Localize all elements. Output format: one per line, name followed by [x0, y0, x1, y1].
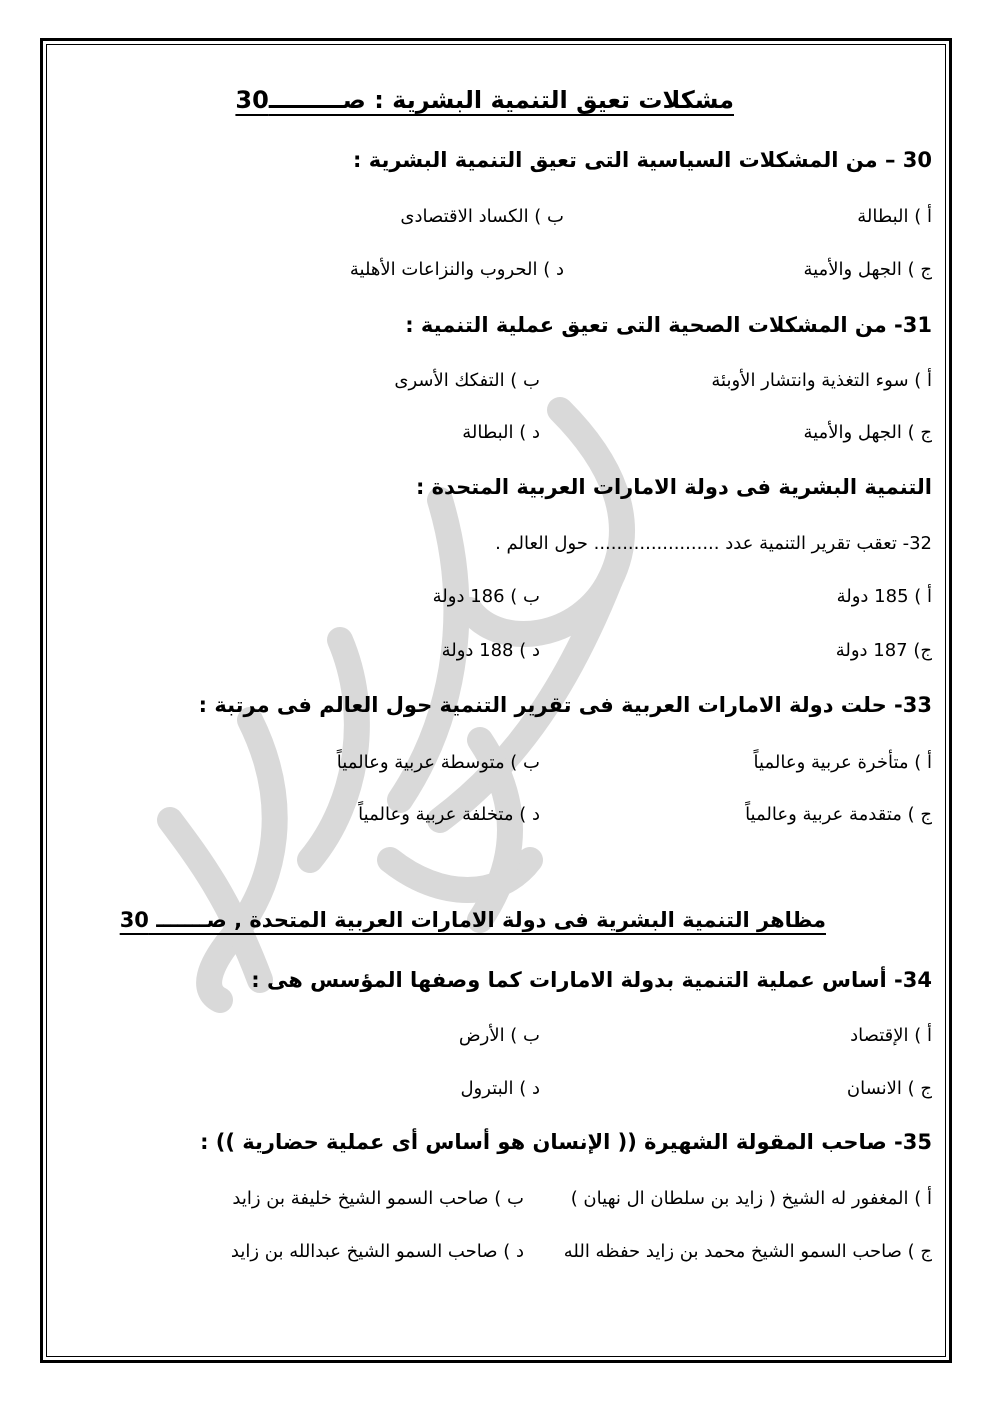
- q32-option-d: د ) 188 دولة: [441, 640, 540, 661]
- q35-option-a: أ ) المغفور له الشيخ ( زايد بن سلطان ال نهيان ): [570, 1188, 932, 1209]
- section-title-problems: مشكلات تعيق التنمية البشرية : صـــــــــ30: [235, 86, 734, 114]
- q31-option-a: أ ) سوء التغذية وانتشار الأوبئة: [711, 370, 932, 391]
- q33-options-row1: [60, 752, 932, 780]
- question-35: 35- صاحب المقولة الشهيرة (( الإنسان هو أساس أى عملية حضارية )) :: [200, 1130, 932, 1154]
- question-32: 32- تعقب تقرير التنمية عدد ...................... حول العالم .: [495, 533, 932, 554]
- question-34: 34- أساس عملية التنمية بدولة الامارات كما وصفها المؤسس هى :: [251, 968, 932, 992]
- question-33: 33- حلت دولة الامارات العربية فى تقرير التنمية حول العالم فى مرتبة :: [198, 693, 932, 717]
- q34-option-c: ج ) الانسان: [846, 1078, 932, 1099]
- question-31: 31- من المشكلات الصحية التى تعيق عملية التنمية :: [405, 313, 932, 337]
- subheading-uae-development: التنمية البشرية فى دولة الامارات العربية المتحدة :: [415, 475, 932, 499]
- q30-option-d: د ) الحروب والنزاعات الأهلية: [349, 259, 564, 280]
- q31-option-b: ب ) التفكك الأسرى: [394, 370, 540, 391]
- q30-options-row2: [60, 259, 932, 287]
- question-30: 30 – من المشكلات السياسية التى تعيق التنمية البشرية :: [353, 148, 932, 172]
- q32-option-b: ب ) 186 دولة: [432, 586, 540, 607]
- q30-options-row1: [60, 206, 932, 234]
- q32-option-a: أ ) 185 دولة: [836, 586, 932, 607]
- q34-options-row2: [60, 1078, 932, 1106]
- q33-option-d: د ) متخلفة عربية وعالمياً: [358, 804, 540, 825]
- q31-option-d: د ) البطالة: [462, 422, 540, 443]
- q33-option-c: ج ) متقدمة عربية وعالمياً: [745, 804, 932, 825]
- q31-options-row1: [60, 370, 932, 398]
- q33-options-row2: [60, 804, 932, 832]
- q31-option-c: ج ) الجهل والأمية: [803, 422, 932, 443]
- q34-option-a: أ ) الإقتصاد: [850, 1025, 932, 1046]
- q35-option-c: ج ) صاحب السمو الشيخ محمد بن زايد حفظه الله: [563, 1241, 932, 1262]
- q32-options-row2: [60, 640, 932, 668]
- q30-option-c: ج ) الجهل والأمية: [803, 259, 932, 280]
- q35-option-b: ب ) صاحب السمو الشيخ خليفة بن زايد: [232, 1188, 524, 1209]
- q35-option-d: د ) صاحب السمو الشيخ عبدالله بن زايد: [230, 1241, 524, 1262]
- q34-option-b: ب ) الأرض: [458, 1025, 540, 1046]
- q31-options-row2: [60, 422, 932, 450]
- q33-option-b: ب ) متوسطة عربية وعالمياً: [336, 752, 540, 773]
- q35-options-row2: [60, 1241, 932, 1269]
- q30-option-a: أ ) البطالة: [857, 206, 932, 227]
- q32-option-c: ج) 187 دولة: [835, 640, 932, 661]
- q35-options-row1: [60, 1188, 932, 1216]
- q34-option-d: د ) البترول: [460, 1078, 540, 1099]
- q33-option-a: أ ) متأخرة عربية وعالمياً: [753, 752, 932, 773]
- q32-options-row1: [60, 586, 932, 614]
- section-title-manifestations: مظاهر التنمية البشرية فى دولة الامارات العربية المتحدة , صـــــــ 30: [119, 908, 826, 932]
- q34-options-row1: [60, 1025, 932, 1053]
- q30-option-b: ب ) الكساد الاقتصادى: [400, 206, 564, 227]
